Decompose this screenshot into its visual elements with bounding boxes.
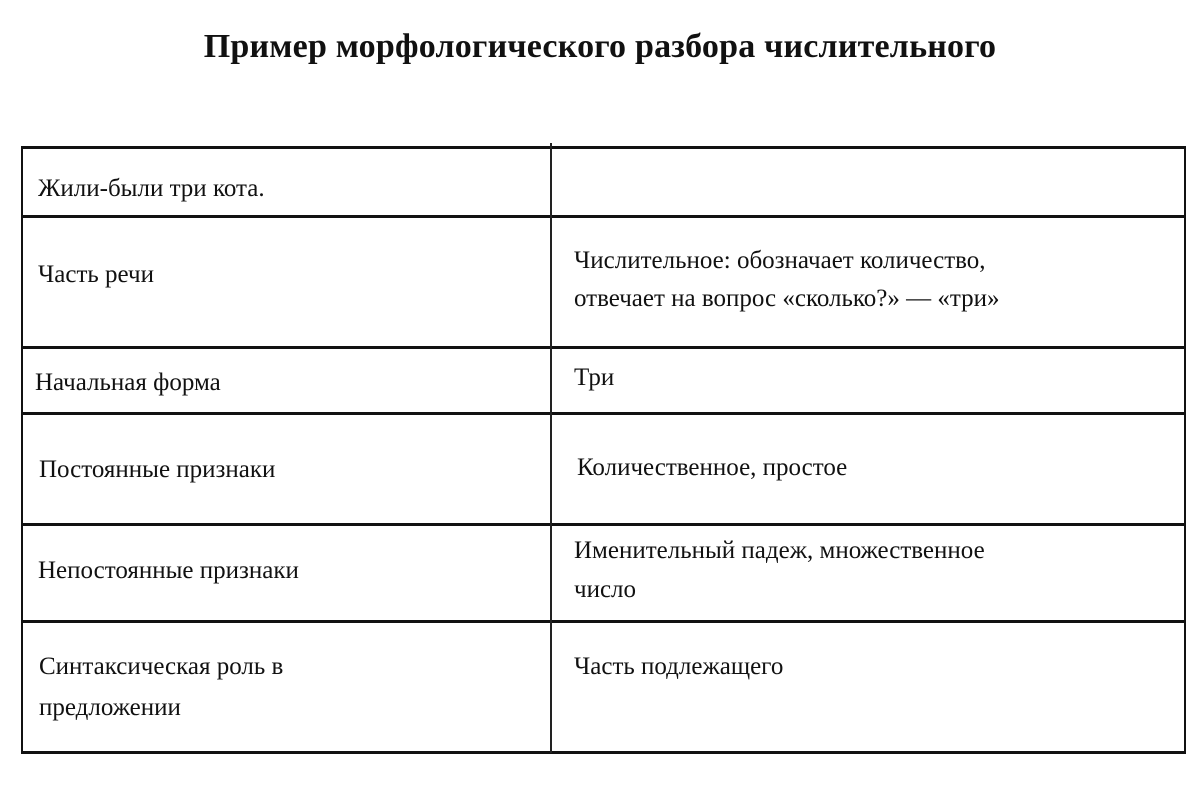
column-divider (550, 143, 552, 753)
table-cell-value: Часть подлежащего (574, 653, 784, 680)
table-cell-value: Количественное, простое (577, 454, 848, 481)
table-cell-label: Непостоянные признаки (38, 557, 299, 584)
table-cell-label: Жили-были три кота. (38, 175, 265, 202)
table-cell-value: Три (574, 364, 615, 391)
divider (21, 751, 1186, 754)
table-cell-label-line: Синтаксическая роль в (39, 653, 284, 680)
table-cell-value-line: число (574, 576, 637, 603)
divider (21, 146, 1186, 149)
table-cell-label: Постоянные признаки (39, 456, 276, 483)
table-cell-label: Начальная форма (35, 369, 221, 396)
table-cell-value-line: Числительное: обозначает количество, (574, 247, 986, 274)
table-cell-label: Часть речи (38, 261, 154, 288)
table-cell-value-line: Именительный падеж, множественное (574, 537, 985, 564)
divider (21, 215, 1186, 218)
table-cell-value-line: отвечает на вопрос «сколько?» — «три» (574, 285, 1000, 312)
page-title: Пример морфологического разбора числительного (203, 28, 997, 65)
divider (21, 620, 1186, 623)
divider (21, 346, 1186, 349)
table-cell-label-line: предложении (39, 694, 181, 721)
divider (21, 412, 1186, 415)
divider (21, 523, 1186, 526)
